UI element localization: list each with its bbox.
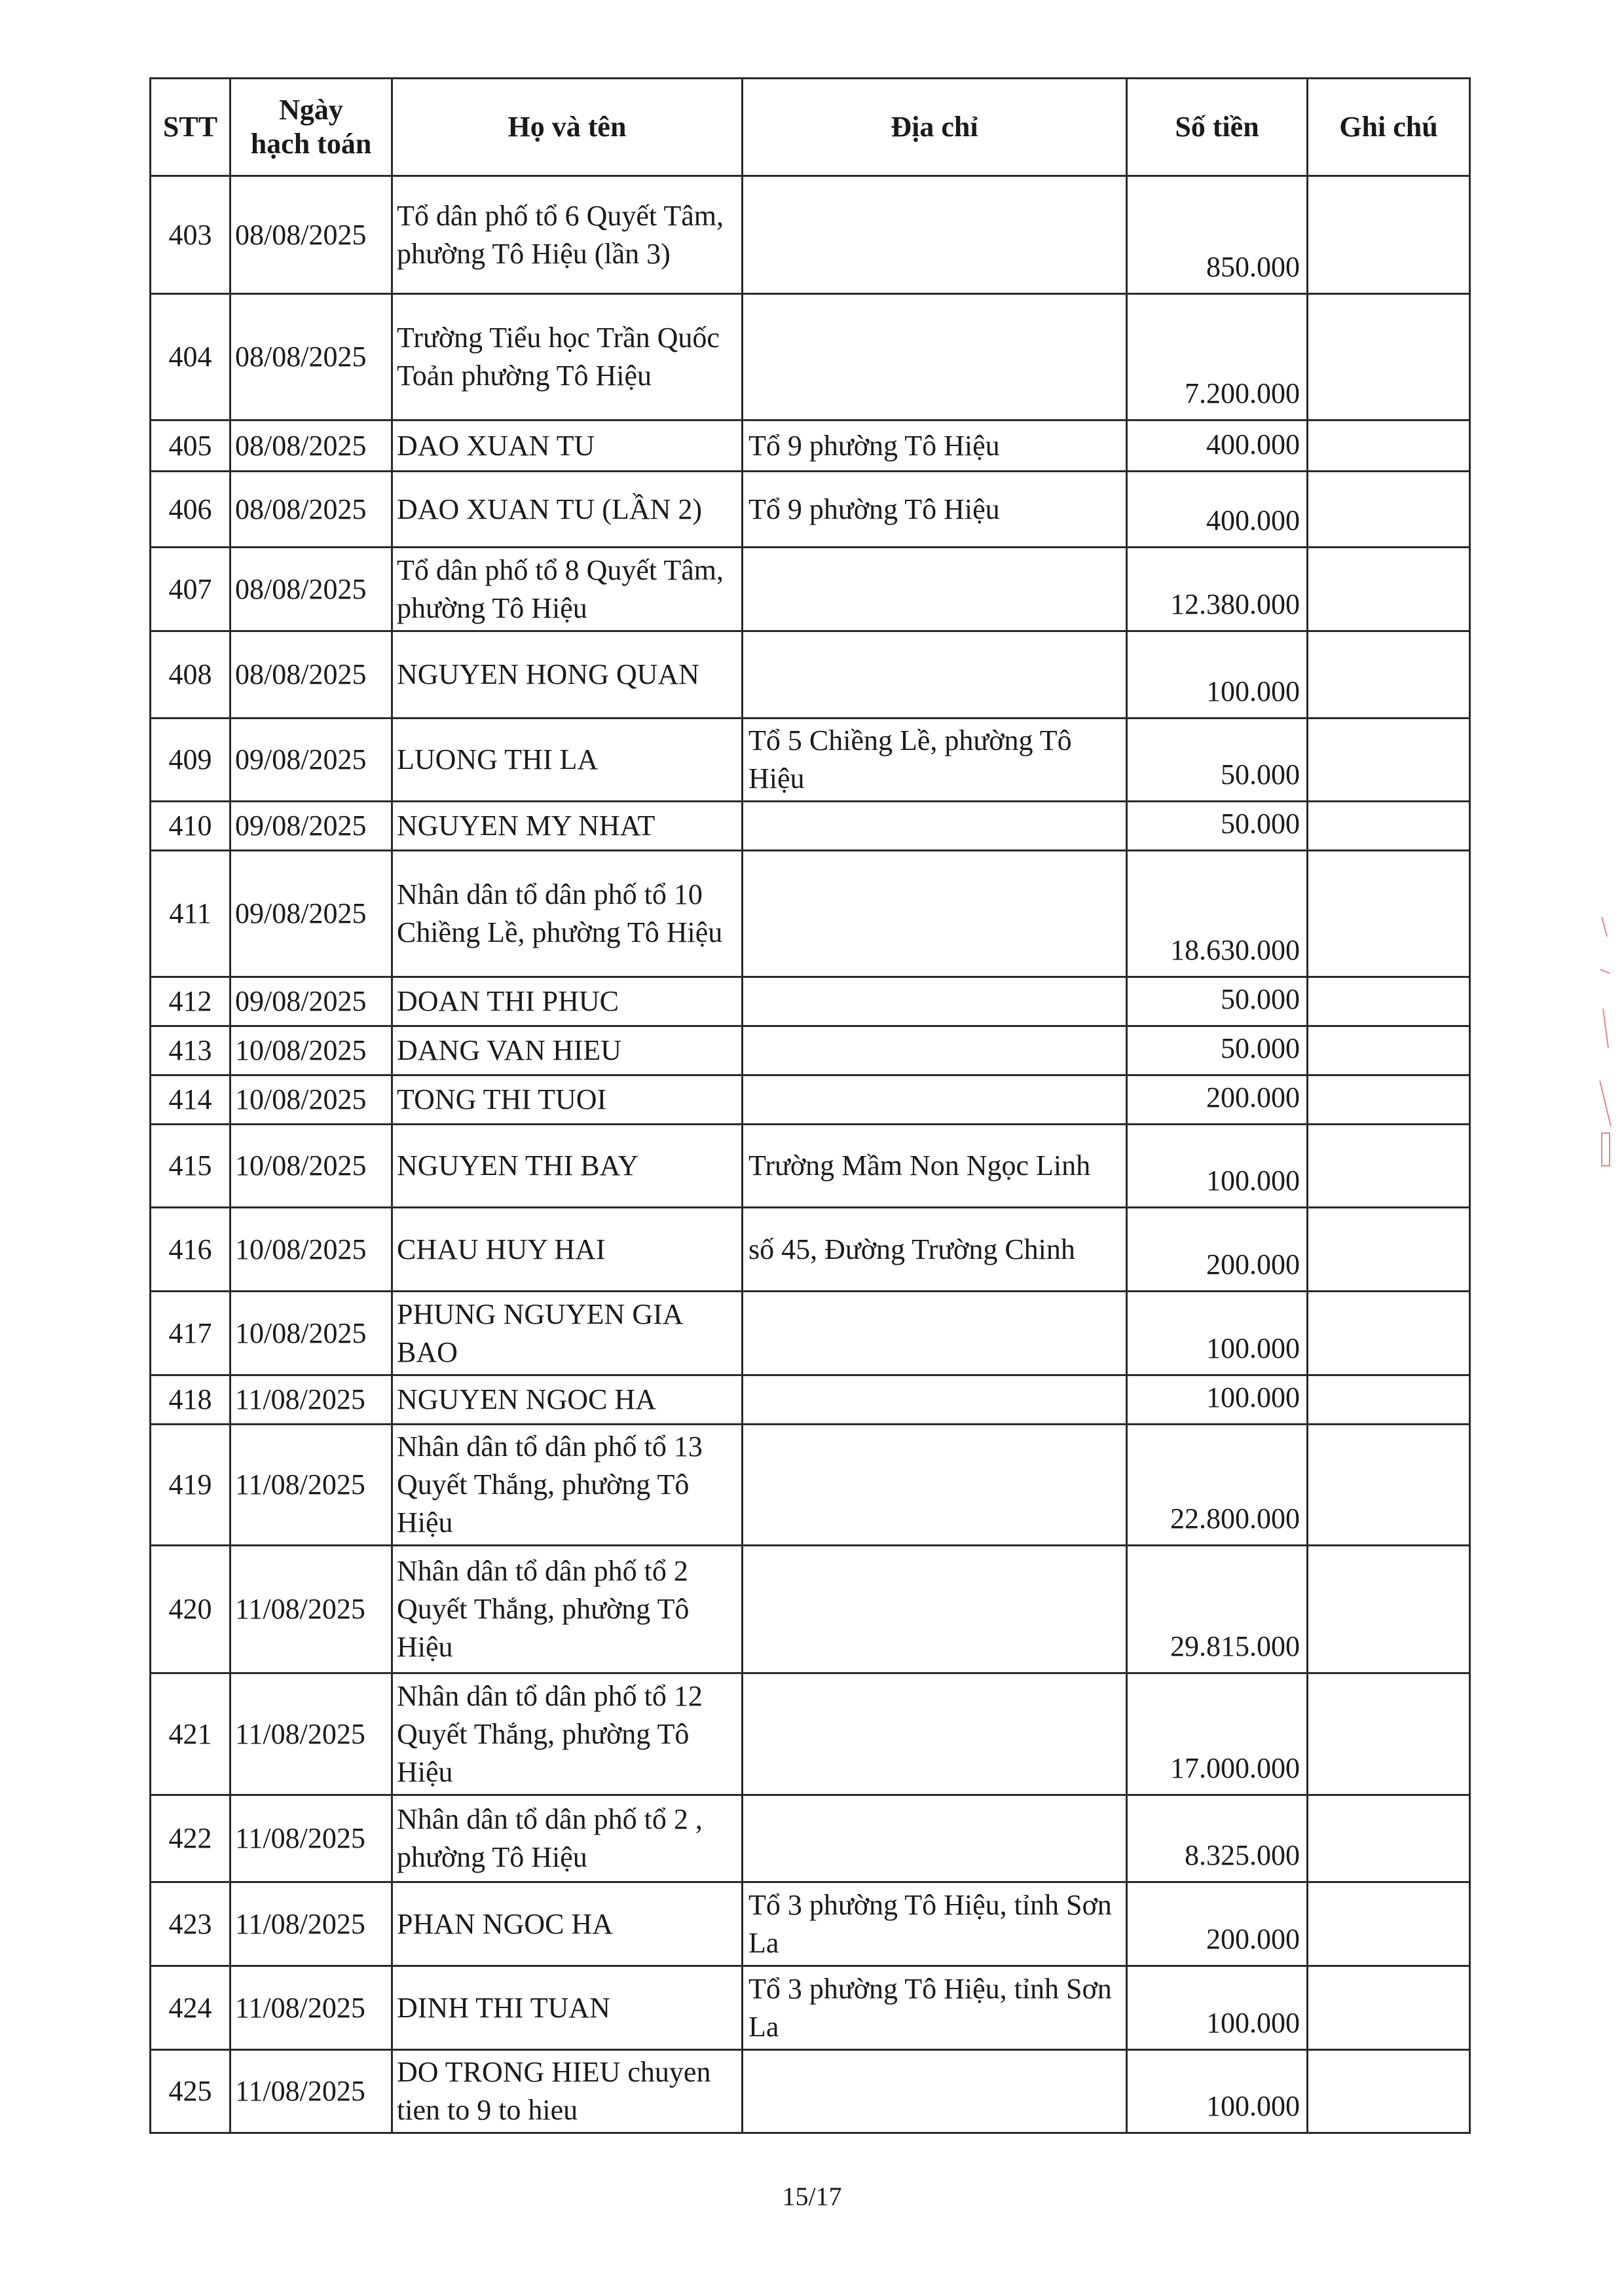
cell-date: 10/08/2025 (231, 1075, 392, 1125)
cell-note (1308, 548, 1470, 631)
cell-date: 10/08/2025 (231, 1208, 392, 1292)
cell-name: Nhân dân tổ dân phố tổ 13 Quyết Thắng, phường Tô Hiệu (392, 1425, 743, 1546)
header-amount: Số tiền (1127, 79, 1308, 176)
header-address: Địa chỉ (743, 79, 1127, 176)
cell-name: DO TRONG HIEU chuyen tien to 9 to hieu (392, 2050, 743, 2133)
cell-amount: 100.000 (1127, 1966, 1308, 2050)
cell-date: 11/08/2025 (231, 1966, 392, 2050)
cell-note (1308, 977, 1470, 1026)
cell-amount: 100.000 (1127, 1375, 1308, 1425)
cell-date: 08/08/2025 (231, 420, 392, 472)
cell-stt: 404 (151, 294, 231, 420)
cell-name: DANG VAN HIEU (392, 1026, 743, 1075)
cell-name: TONG THI TUOI (392, 1075, 743, 1125)
table-row (151, 802, 1470, 851)
cell-name: Nhân dân tổ dân phố tổ 12 Quyết Thắng, phường Tô Hiệu (392, 1673, 743, 1795)
cell-note (1308, 176, 1470, 294)
table-row (151, 472, 1470, 548)
table-row (151, 1673, 1470, 1795)
cell-name: Nhân dân tổ dân phố tổ 2 , phường Tô Hiệu (392, 1795, 743, 1882)
cell-stt: 413 (151, 1026, 231, 1075)
cell-stt: 412 (151, 977, 231, 1026)
cell-date: 09/08/2025 (231, 977, 392, 1026)
cell-stt: 407 (151, 548, 231, 631)
table-row (151, 631, 1470, 718)
donation-ledger-table (149, 77, 1471, 2134)
cell-amount: 100.000 (1127, 2050, 1308, 2133)
cell-address (743, 1546, 1127, 1673)
cell-address (743, 1425, 1127, 1546)
cell-address: Tổ 3 phường Tô Hiệu, tỉnh Sơn La (743, 1882, 1127, 1966)
cell-note (1308, 802, 1470, 851)
cell-name: DAO XUAN TU (392, 420, 743, 472)
cell-stt: 421 (151, 1673, 231, 1795)
table-row (151, 1966, 1470, 2050)
cell-note (1308, 1882, 1470, 1966)
cell-note (1308, 1026, 1470, 1075)
cell-stt: 417 (151, 1292, 231, 1375)
cell-date: 09/08/2025 (231, 718, 392, 802)
table-row (151, 1026, 1470, 1075)
page-number: 15/17 (782, 2182, 842, 2211)
header-name: Họ và tên (392, 79, 743, 176)
cell-amount: 7.200.000 (1127, 294, 1308, 420)
cell-amount: 8.325.000 (1127, 1795, 1308, 1882)
cell-date: 11/08/2025 (231, 1882, 392, 1966)
cell-name: Tổ dân phố tổ 8 Quyết Tâm, phường Tô Hiệu (392, 548, 743, 631)
cell-name: Trường Tiểu học Trần Quốc Toản phường Tô Hiệu (392, 294, 743, 420)
header-date-line2: hạch toán (250, 128, 372, 160)
cell-note (1308, 1125, 1470, 1208)
table-row (151, 1292, 1470, 1375)
cell-address (743, 294, 1127, 420)
table-row (151, 1375, 1470, 1425)
cell-stt: 410 (151, 802, 231, 851)
cell-note (1308, 2050, 1470, 2133)
cell-date: 08/08/2025 (231, 631, 392, 718)
cell-amount: 50.000 (1127, 718, 1308, 802)
cell-stt: 416 (151, 1208, 231, 1292)
cell-name: Nhân dân tổ dân phố tổ 10 Chiềng Lề, phường Tô Hiệu (392, 851, 743, 977)
cell-address: Trường Mầm Non Ngọc Linh (743, 1125, 1127, 1208)
cell-note (1308, 1425, 1470, 1546)
cell-address: số 45, Đường Trường Chinh (743, 1208, 1127, 1292)
table-row (151, 1795, 1470, 1882)
cell-stt: 415 (151, 1125, 231, 1208)
cell-amount: 200.000 (1127, 1882, 1308, 1966)
cell-name: DINH THI TUAN (392, 1966, 743, 2050)
cell-address (743, 1075, 1127, 1125)
cell-amount: 850.000 (1127, 176, 1308, 294)
table-row (151, 2050, 1470, 2133)
cell-date: 08/08/2025 (231, 548, 392, 631)
cell-note (1308, 294, 1470, 420)
cell-note (1308, 1673, 1470, 1795)
cell-stt: 423 (151, 1882, 231, 1966)
cell-stt: 422 (151, 1795, 231, 1882)
cell-address (743, 548, 1127, 631)
cell-note (1308, 718, 1470, 802)
cell-name: PHUNG NGUYEN GIA BAO (392, 1292, 743, 1375)
cell-name: Nhân dân tổ dân phố tổ 2 Quyết Thắng, phường Tô Hiệu (392, 1546, 743, 1673)
cell-name: NGUYEN HONG QUAN (392, 631, 743, 718)
cell-date: 09/08/2025 (231, 802, 392, 851)
cell-amount: 200.000 (1127, 1208, 1308, 1292)
cell-name: DAO XUAN TU (LẦN 2) (392, 472, 743, 548)
header-stt: STT (151, 79, 231, 176)
cell-date: 08/08/2025 (231, 472, 392, 548)
cell-date: 08/08/2025 (231, 294, 392, 420)
cell-address (743, 977, 1127, 1026)
cell-name: DOAN THI PHUC (392, 977, 743, 1026)
cell-address (743, 1292, 1127, 1375)
cell-note (1308, 1075, 1470, 1125)
cell-address: Tổ 9 phường Tô Hiệu (743, 420, 1127, 472)
cell-date: 11/08/2025 (231, 1546, 392, 1673)
table-row (151, 548, 1470, 631)
cell-name: PHAN NGOC HA (392, 1882, 743, 1966)
cell-date: 09/08/2025 (231, 851, 392, 977)
cell-date: 11/08/2025 (231, 1375, 392, 1425)
cell-amount: 22.800.000 (1127, 1425, 1308, 1546)
table-row (151, 420, 1470, 472)
red-stamp-mark (1598, 910, 1614, 1172)
cell-stt: 418 (151, 1375, 231, 1425)
cell-amount: 17.000.000 (1127, 1673, 1308, 1795)
cell-amount: 400.000 (1127, 420, 1308, 472)
cell-stt: 424 (151, 1966, 231, 2050)
cell-note (1308, 1795, 1470, 1882)
cell-amount: 29.815.000 (1127, 1546, 1308, 1673)
cell-address: Tổ 9 phường Tô Hiệu (743, 472, 1127, 548)
cell-note (1308, 420, 1470, 472)
table-row (151, 294, 1470, 420)
cell-amount: 200.000 (1127, 1075, 1308, 1125)
cell-amount: 400.000 (1127, 472, 1308, 548)
cell-note (1308, 631, 1470, 718)
cell-note (1308, 1292, 1470, 1375)
cell-note (1308, 472, 1470, 548)
table-row (151, 1075, 1470, 1125)
cell-date: 08/08/2025 (231, 176, 392, 294)
table-row (151, 1125, 1470, 1208)
table-row (151, 1882, 1470, 1966)
cell-stt: 414 (151, 1075, 231, 1125)
cell-note (1308, 1375, 1470, 1425)
cell-name: Tổ dân phố tổ 6 Quyết Tâm, phường Tô Hiệu (lần 3) (392, 176, 743, 294)
table-row (151, 851, 1470, 977)
header-date-line1: Ngày (279, 94, 343, 126)
cell-address (743, 2050, 1127, 2133)
table-row (151, 176, 1470, 294)
cell-stt: 419 (151, 1425, 231, 1546)
cell-stt: 403 (151, 176, 231, 294)
cell-amount: 50.000 (1127, 1026, 1308, 1075)
cell-date: 10/08/2025 (231, 1292, 392, 1375)
cell-stt: 420 (151, 1546, 231, 1673)
cell-address: Tổ 3 phường Tô Hiệu, tỉnh Sơn La (743, 1966, 1127, 2050)
cell-stt: 409 (151, 718, 231, 802)
cell-address (743, 631, 1127, 718)
cell-stt: 408 (151, 631, 231, 718)
cell-amount: 12.380.000 (1127, 548, 1308, 631)
cell-amount: 100.000 (1127, 631, 1308, 718)
cell-amount: 50.000 (1127, 802, 1308, 851)
table-row (151, 1208, 1470, 1292)
cell-stt: 411 (151, 851, 231, 977)
cell-amount: 18.630.000 (1127, 851, 1308, 977)
cell-name: LUONG THI LA (392, 718, 743, 802)
cell-note (1308, 1966, 1470, 2050)
cell-address (743, 1795, 1127, 1882)
cell-date: 11/08/2025 (231, 2050, 392, 2133)
header-date (231, 79, 392, 176)
table-row (151, 718, 1470, 802)
cell-date: 10/08/2025 (231, 1125, 392, 1208)
cell-date: 11/08/2025 (231, 1795, 392, 1882)
header-row (151, 79, 1470, 176)
table-row (151, 977, 1470, 1026)
cell-name: NGUYEN NGOC HA (392, 1375, 743, 1425)
cell-address (743, 1375, 1127, 1425)
cell-address (743, 802, 1127, 851)
cell-note (1308, 851, 1470, 977)
cell-address (743, 1673, 1127, 1795)
cell-stt: 405 (151, 420, 231, 472)
cell-name: NGUYEN MY NHAT (392, 802, 743, 851)
table-row (151, 1425, 1470, 1546)
cell-stt: 425 (151, 2050, 231, 2133)
cell-note (1308, 1546, 1470, 1673)
cell-date: 11/08/2025 (231, 1673, 392, 1795)
cell-address (743, 176, 1127, 294)
cell-name: NGUYEN THI BAY (392, 1125, 743, 1208)
ledger-body (151, 176, 1470, 2133)
header-note: Ghi chú (1308, 79, 1470, 176)
cell-amount: 100.000 (1127, 1125, 1308, 1208)
cell-amount: 50.000 (1127, 977, 1308, 1026)
cell-stt: 406 (151, 472, 231, 548)
cell-address: Tổ 5 Chiềng Lề, phường Tô Hiệu (743, 718, 1127, 802)
table-row (151, 1546, 1470, 1673)
cell-address (743, 851, 1127, 977)
cell-amount: 100.000 (1127, 1292, 1308, 1375)
cell-date: 11/08/2025 (231, 1425, 392, 1546)
cell-address (743, 1026, 1127, 1075)
cell-note (1308, 1208, 1470, 1292)
cell-name: CHAU HUY HAI (392, 1208, 743, 1292)
cell-date: 10/08/2025 (231, 1026, 392, 1075)
